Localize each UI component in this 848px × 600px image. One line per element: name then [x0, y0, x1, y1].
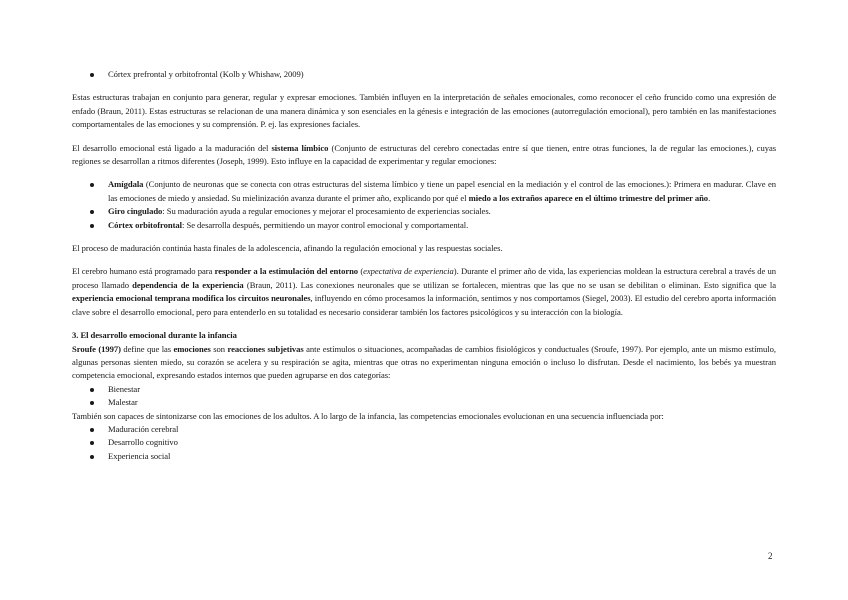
bold-term: reacciones subjetivas — [227, 343, 304, 354]
bold-term: Sroufe (1997) — [72, 343, 121, 354]
paragraph-maturation: El proceso de maduración continúa hasta finales de la adolescencia, afinando la regulación emocional y las respuestas sociales. — [72, 243, 503, 254]
list-item-cingulate — [72, 205, 776, 218]
text-run: : Su maduración ayuda a regular emociones y mejorar el procesamiento de experiencias sociales. — [162, 206, 491, 217]
text-run: ante estímulos o situaciones, acompañadas de cambios fisiológicos y conductuales (Sroufe, 1997). Por ejemplo, ante un mismo estímulo, algunas personas sienten miedo, su corazón se acelera y su respiración se agita, mientras que otras no experimentan ninguna emoción o incluso lo disfrutan. Desde el nacimiento, los bebés ya muestran competencia emocional, expresando estados internos que pueden agruparse en dos categorías: — [72, 343, 776, 381]
paragraph-sroufe — [72, 343, 776, 383]
list-item-orbitofrontal — [72, 219, 776, 232]
paragraph-attunement: También son capaces de sintonizarse con las emociones de los adultos. A lo largo de la infancia, las competencias emocionales evolucionan en una secuencia influenciada por: — [72, 410, 664, 421]
text-run: . — [708, 192, 711, 203]
list-item: Malestar — [72, 396, 776, 409]
italic-term: expectativa de experiencia — [363, 266, 454, 277]
text-run: define que las — [120, 343, 174, 354]
text-run: El desarrollo emocional está ligado a la maduración del — [72, 142, 272, 153]
list-item: Córtex prefrontal y orbitofrontal (Kolb y Whishaw, 2009) — [72, 68, 776, 81]
text-run: : Se desarrolla después, permitiendo un mayor control emocional y comportamental. — [182, 219, 469, 230]
text-run: (Conjunto de estructuras del cerebro conectadas entre sí que tienen, entre otras funciones, la de regular las emociones.), cuyas regiones se desarrollan a ritmos diferentes (Joseph, 1999). Esto influye en la capacidad de experimentar y regular emociones: — [72, 142, 776, 167]
list-item: Experiencia social — [72, 450, 776, 463]
text-run: ). Durante el primer año de vida, las experiencias moldean la estructura cerebral a través de un proceso llamado — [72, 266, 776, 290]
limbic-regions-list — [72, 178, 776, 232]
text-run: El cerebro humano está programado para — [72, 266, 215, 277]
page-content — [72, 68, 776, 463]
bold-term: dependencia de la experiencia — [132, 279, 244, 290]
list-item-amygdala — [72, 178, 776, 205]
list-item: Desarrollo cognitivo — [72, 436, 776, 449]
list-item: Maduración cerebral — [72, 423, 776, 436]
bold-term: responder a la estimulación del entorno — [214, 266, 359, 277]
bold-term: Córtex orbitofrontal — [108, 219, 183, 230]
text-run: son — [210, 343, 228, 354]
development-factors-list — [72, 423, 776, 463]
paragraph-brain-plasticity — [72, 265, 776, 319]
section-heading: 3. El desarrollo emocional durante la infancia — [72, 330, 237, 341]
page-number: 2 — [768, 551, 773, 561]
text-run: ( — [358, 266, 364, 277]
emotional-states-list — [72, 383, 776, 410]
list-item: Bienestar — [72, 383, 776, 396]
bold-term: miedo a los extraños aparece en el último trimestre del primer año — [468, 192, 709, 203]
text-run: (Conjunto de neuronas que se conecta con otras estructuras del sistema límbico y tiene un papel esencial en la mediación y el control de las emociones.): Primera en madurar. Clave en las emociones de miedo y ansiedad. Su mielinización avanza durante el primer año, explicando por qué el — [108, 179, 776, 203]
bold-term: Giro cingulado — [108, 206, 163, 217]
bold-term: experiencia emocional temprana modifica los circuitos neuronales — [72, 293, 311, 304]
paragraph-limbic-system — [72, 142, 776, 169]
bullet-list-top — [72, 68, 776, 81]
text-run: (Braun, 2011). Las conexiones neuronales que se utilizan se fortalecen, mientras que las que no se usan se debilitan o eliminan. Esto significa que la — [243, 279, 776, 290]
text-run: , influyendo en cómo procesamos la información, sentimos y nos comportamos (Siegel, 2003). El estudio del cerebro aporta información clave sobre el desarrollo emocional, pero para entenderlo en su totalidad es necesario considerar también los factores psicológicos y su interacción con la biología. — [72, 293, 776, 317]
paragraph-structures: Estas estructuras trabajan en conjunto para generar, regular y expresar emociones. También influyen en la interpretación de señales emocionales, como reconocer el ceño fruncido como una expresión de enfado (Braun, 2011). Estas estructuras se relacionan de una manera dinámica y son esenciales en la génesis e integración de las emociones (autorregulación emocional), pero también en las manifestaciones comportamentales de las emociones y su comprensión. P. ej. las expresiones faciales. — [72, 92, 776, 130]
bold-term: sistema límbico — [271, 142, 329, 153]
bold-term: Amígdala — [108, 179, 144, 190]
bold-term: emociones — [173, 343, 211, 354]
